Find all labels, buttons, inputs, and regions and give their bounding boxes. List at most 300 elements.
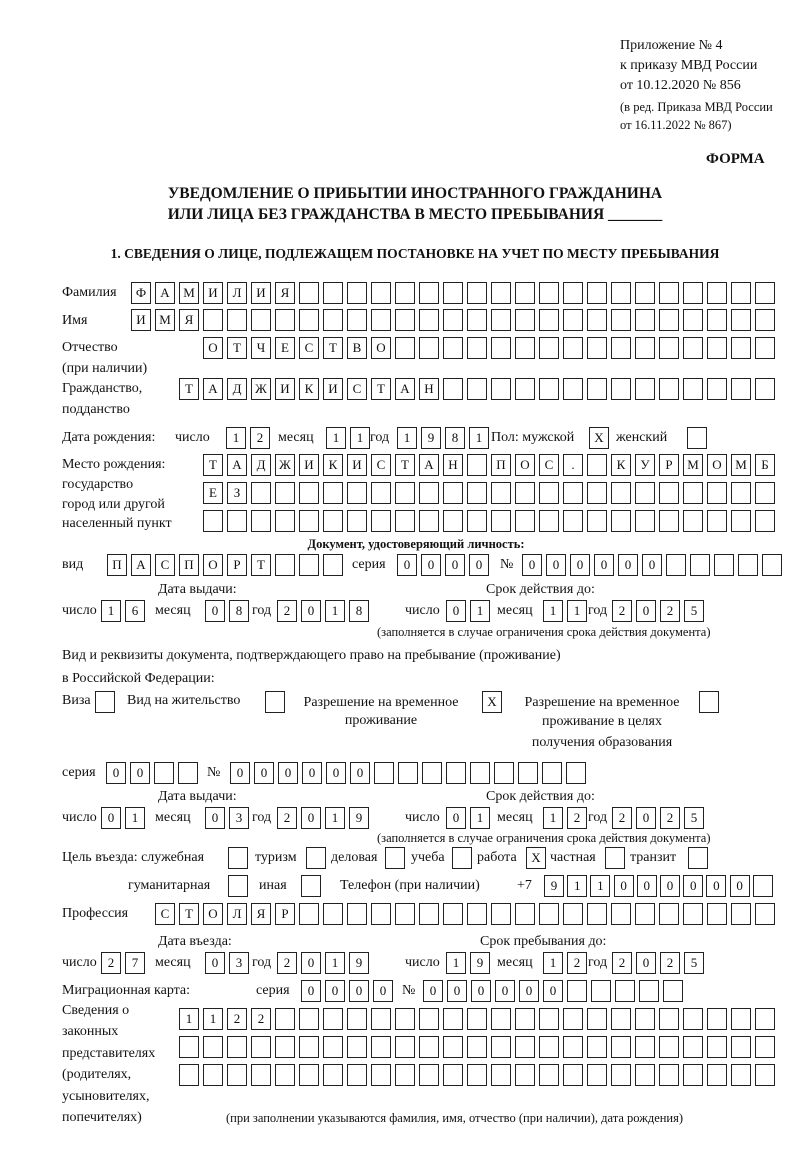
char-cell[interactable] (707, 337, 727, 359)
char-cell[interactable]: Т (395, 454, 415, 476)
char-cell[interactable] (563, 1064, 583, 1086)
char-cell[interactable]: А (227, 454, 247, 476)
char-cell[interactable] (683, 1036, 703, 1058)
char-cell[interactable]: Р (227, 554, 247, 576)
char-cell[interactable]: 1 (590, 875, 610, 897)
char-cell[interactable]: 0 (446, 807, 466, 829)
char-cell[interactable] (371, 482, 391, 504)
char-cell[interactable] (467, 337, 487, 359)
char-cell[interactable] (635, 482, 655, 504)
char-cell[interactable]: 0 (373, 980, 393, 1002)
checkbox[interactable] (228, 875, 248, 897)
char-cell[interactable] (707, 1036, 727, 1058)
char-cell[interactable]: 0 (706, 875, 726, 897)
char-cell[interactable]: 1 (567, 875, 587, 897)
char-cell[interactable]: 2 (277, 952, 297, 974)
char-cell[interactable]: 1 (470, 807, 490, 829)
char-cell[interactable] (611, 1036, 631, 1058)
char-cell[interactable]: 2 (660, 952, 680, 974)
char-cell[interactable]: 1 (203, 1008, 223, 1030)
char-cell[interactable] (419, 1036, 439, 1058)
char-cell[interactable] (203, 1036, 223, 1058)
char-cell[interactable] (563, 337, 583, 359)
char-cell[interactable] (494, 762, 514, 784)
char-cell[interactable] (539, 1036, 559, 1058)
char-cell[interactable]: С (155, 554, 175, 576)
char-cell[interactable] (371, 282, 391, 304)
char-cell[interactable] (611, 1064, 631, 1086)
char-cell[interactable]: М (179, 282, 199, 304)
char-cell[interactable]: М (155, 309, 175, 331)
char-cell[interactable] (299, 309, 319, 331)
checkbox[interactable] (228, 847, 248, 869)
char-cell[interactable]: Т (323, 337, 343, 359)
char-cell[interactable] (323, 510, 343, 532)
char-cell[interactable]: М (683, 454, 703, 476)
char-cell[interactable] (323, 554, 343, 576)
char-cell[interactable] (539, 510, 559, 532)
char-cell[interactable] (467, 482, 487, 504)
char-cell[interactable] (563, 510, 583, 532)
char-cell[interactable] (491, 903, 511, 925)
char-cell[interactable]: П (107, 554, 127, 576)
char-cell[interactable] (635, 1036, 655, 1058)
char-cell[interactable]: 2 (612, 600, 632, 622)
char-cell[interactable]: С (539, 454, 559, 476)
char-cell[interactable] (419, 1064, 439, 1086)
char-cell[interactable] (611, 282, 631, 304)
char-cell[interactable] (659, 378, 679, 400)
char-cell[interactable] (635, 510, 655, 532)
char-cell[interactable]: 5 (684, 952, 704, 974)
char-cell[interactable]: С (155, 903, 175, 925)
checkbox[interactable] (687, 427, 707, 449)
char-cell[interactable]: П (179, 554, 199, 576)
char-cell[interactable]: 0 (302, 762, 322, 784)
char-cell[interactable] (323, 903, 343, 925)
char-cell[interactable]: 0 (350, 762, 370, 784)
char-cell[interactable] (539, 903, 559, 925)
char-cell[interactable]: 0 (519, 980, 539, 1002)
char-cell[interactable] (707, 378, 727, 400)
char-cell[interactable]: 9 (421, 427, 441, 449)
char-cell[interactable] (707, 510, 727, 532)
char-cell[interactable]: О (371, 337, 391, 359)
char-cell[interactable]: 9 (349, 807, 369, 829)
char-cell[interactable] (275, 1008, 295, 1030)
char-cell[interactable] (639, 980, 659, 1002)
char-cell[interactable] (683, 1064, 703, 1086)
char-cell[interactable] (515, 1008, 535, 1030)
char-cell[interactable] (347, 903, 367, 925)
char-cell[interactable]: И (203, 282, 223, 304)
char-cell[interactable] (467, 454, 487, 476)
char-cell[interactable]: 9 (544, 875, 564, 897)
char-cell[interactable] (422, 762, 442, 784)
char-cell[interactable] (371, 1008, 391, 1030)
char-cell[interactable] (635, 1064, 655, 1086)
char-cell[interactable]: Т (251, 554, 271, 576)
char-cell[interactable] (755, 510, 775, 532)
char-cell[interactable] (587, 482, 607, 504)
char-cell[interactable] (347, 309, 367, 331)
char-cell[interactable] (347, 482, 367, 504)
char-cell[interactable] (491, 510, 511, 532)
char-cell[interactable] (714, 554, 734, 576)
char-cell[interactable] (587, 1036, 607, 1058)
char-cell[interactable] (587, 337, 607, 359)
char-cell[interactable]: О (515, 454, 535, 476)
char-cell[interactable]: О (203, 903, 223, 925)
char-cell[interactable] (539, 282, 559, 304)
char-cell[interactable]: Т (203, 454, 223, 476)
char-cell[interactable] (371, 1064, 391, 1086)
char-cell[interactable] (299, 510, 319, 532)
checkbox[interactable]: X (526, 847, 546, 869)
char-cell[interactable] (347, 1064, 367, 1086)
char-cell[interactable]: Т (227, 337, 247, 359)
char-cell[interactable]: 0 (471, 980, 491, 1002)
char-cell[interactable]: 0 (636, 600, 656, 622)
char-cell[interactable]: К (299, 378, 319, 400)
char-cell[interactable]: 0 (642, 554, 662, 576)
char-cell[interactable]: 0 (421, 554, 441, 576)
char-cell[interactable] (398, 762, 418, 784)
char-cell[interactable] (299, 282, 319, 304)
char-cell[interactable]: 0 (205, 952, 225, 974)
char-cell[interactable] (203, 1064, 223, 1086)
char-cell[interactable] (731, 309, 751, 331)
char-cell[interactable] (755, 309, 775, 331)
char-cell[interactable]: О (203, 554, 223, 576)
checkbox[interactable] (452, 847, 472, 869)
char-cell[interactable] (563, 1036, 583, 1058)
char-cell[interactable] (611, 510, 631, 532)
char-cell[interactable]: 1 (543, 600, 563, 622)
char-cell[interactable]: 2 (277, 807, 297, 829)
char-cell[interactable]: 5 (684, 807, 704, 829)
char-cell[interactable] (611, 1008, 631, 1030)
char-cell[interactable]: 0 (130, 762, 150, 784)
char-cell[interactable] (591, 980, 611, 1002)
checkbox[interactable] (385, 847, 405, 869)
char-cell[interactable]: 0 (446, 600, 466, 622)
char-cell[interactable]: 6 (125, 600, 145, 622)
char-cell[interactable]: 2 (567, 807, 587, 829)
char-cell[interactable]: 2 (612, 807, 632, 829)
char-cell[interactable] (707, 1064, 727, 1086)
char-cell[interactable]: 0 (106, 762, 126, 784)
char-cell[interactable] (227, 1064, 247, 1086)
char-cell[interactable] (491, 337, 511, 359)
char-cell[interactable] (755, 903, 775, 925)
char-cell[interactable] (419, 482, 439, 504)
char-cell[interactable] (707, 482, 727, 504)
char-cell[interactable]: 7 (125, 952, 145, 974)
char-cell[interactable] (467, 1064, 487, 1086)
char-cell[interactable]: 0 (469, 554, 489, 576)
char-cell[interactable]: 2 (567, 952, 587, 974)
char-cell[interactable] (467, 378, 487, 400)
char-cell[interactable] (227, 1036, 247, 1058)
char-cell[interactable] (395, 282, 415, 304)
char-cell[interactable]: 2 (101, 952, 121, 974)
char-cell[interactable] (731, 1008, 751, 1030)
char-cell[interactable]: 0 (594, 554, 614, 576)
char-cell[interactable] (611, 903, 631, 925)
char-cell[interactable] (371, 1036, 391, 1058)
char-cell[interactable]: 1 (350, 427, 370, 449)
char-cell[interactable] (203, 510, 223, 532)
char-cell[interactable] (251, 1064, 271, 1086)
char-cell[interactable] (515, 510, 535, 532)
char-cell[interactable]: 2 (660, 807, 680, 829)
char-cell[interactable] (467, 282, 487, 304)
char-cell[interactable] (227, 309, 247, 331)
char-cell[interactable] (755, 482, 775, 504)
char-cell[interactable] (347, 510, 367, 532)
char-cell[interactable]: Я (275, 282, 295, 304)
char-cell[interactable] (539, 337, 559, 359)
char-cell[interactable] (659, 510, 679, 532)
char-cell[interactable] (371, 903, 391, 925)
char-cell[interactable]: 8 (445, 427, 465, 449)
char-cell[interactable] (443, 482, 463, 504)
char-cell[interactable] (491, 1036, 511, 1058)
char-cell[interactable]: 0 (636, 807, 656, 829)
char-cell[interactable] (443, 309, 463, 331)
char-cell[interactable] (419, 510, 439, 532)
char-cell[interactable] (371, 309, 391, 331)
char-cell[interactable] (323, 482, 343, 504)
char-cell[interactable] (154, 762, 174, 784)
char-cell[interactable] (755, 378, 775, 400)
char-cell[interactable]: 0 (570, 554, 590, 576)
char-cell[interactable] (587, 510, 607, 532)
char-cell[interactable] (753, 875, 773, 897)
char-cell[interactable]: И (131, 309, 151, 331)
char-cell[interactable] (731, 903, 751, 925)
char-cell[interactable] (635, 1008, 655, 1030)
char-cell[interactable]: С (347, 378, 367, 400)
char-cell[interactable] (515, 903, 535, 925)
char-cell[interactable]: 2 (277, 600, 297, 622)
char-cell[interactable] (563, 282, 583, 304)
char-cell[interactable]: 0 (614, 875, 634, 897)
char-cell[interactable] (395, 903, 415, 925)
char-cell[interactable] (587, 309, 607, 331)
char-cell[interactable] (755, 1064, 775, 1086)
char-cell[interactable] (755, 337, 775, 359)
char-cell[interactable] (635, 903, 655, 925)
char-cell[interactable] (707, 1008, 727, 1030)
char-cell[interactable] (518, 762, 538, 784)
char-cell[interactable] (611, 309, 631, 331)
char-cell[interactable]: А (203, 378, 223, 400)
char-cell[interactable] (683, 482, 703, 504)
char-cell[interactable]: Д (251, 454, 271, 476)
char-cell[interactable] (587, 378, 607, 400)
char-cell[interactable]: 1 (543, 952, 563, 974)
char-cell[interactable]: 9 (349, 952, 369, 974)
checkbox[interactable] (265, 691, 285, 713)
char-cell[interactable] (587, 903, 607, 925)
char-cell[interactable]: П (491, 454, 511, 476)
char-cell[interactable]: 0 (205, 807, 225, 829)
char-cell[interactable] (395, 337, 415, 359)
char-cell[interactable] (251, 1036, 271, 1058)
char-cell[interactable] (491, 309, 511, 331)
char-cell[interactable]: Т (179, 903, 199, 925)
char-cell[interactable] (731, 510, 751, 532)
char-cell[interactable]: С (299, 337, 319, 359)
char-cell[interactable] (443, 282, 463, 304)
char-cell[interactable] (683, 337, 703, 359)
char-cell[interactable] (683, 282, 703, 304)
char-cell[interactable] (690, 554, 710, 576)
char-cell[interactable] (299, 1036, 319, 1058)
char-cell[interactable] (515, 337, 535, 359)
char-cell[interactable]: 9 (470, 952, 490, 974)
char-cell[interactable]: Р (275, 903, 295, 925)
char-cell[interactable] (515, 482, 535, 504)
char-cell[interactable]: 1 (470, 600, 490, 622)
char-cell[interactable]: 8 (349, 600, 369, 622)
char-cell[interactable]: 2 (251, 1008, 271, 1030)
char-cell[interactable] (659, 282, 679, 304)
char-cell[interactable] (738, 554, 758, 576)
char-cell[interactable] (395, 1064, 415, 1086)
char-cell[interactable] (374, 762, 394, 784)
char-cell[interactable]: А (155, 282, 175, 304)
char-cell[interactable] (515, 309, 535, 331)
char-cell[interactable] (587, 1008, 607, 1030)
char-cell[interactable] (563, 378, 583, 400)
char-cell[interactable] (275, 482, 295, 504)
char-cell[interactable] (755, 1036, 775, 1058)
char-cell[interactable]: 0 (636, 952, 656, 974)
char-cell[interactable] (395, 510, 415, 532)
char-cell[interactable] (299, 554, 319, 576)
char-cell[interactable] (179, 1036, 199, 1058)
char-cell[interactable]: И (347, 454, 367, 476)
char-cell[interactable]: 0 (325, 980, 345, 1002)
char-cell[interactable] (663, 980, 683, 1002)
char-cell[interactable] (611, 482, 631, 504)
char-cell[interactable] (683, 309, 703, 331)
char-cell[interactable]: 0 (301, 980, 321, 1002)
char-cell[interactable] (275, 309, 295, 331)
char-cell[interactable] (515, 1036, 535, 1058)
char-cell[interactable]: К (323, 454, 343, 476)
char-cell[interactable]: 5 (684, 600, 704, 622)
char-cell[interactable] (539, 378, 559, 400)
char-cell[interactable] (275, 1036, 295, 1058)
char-cell[interactable]: 0 (495, 980, 515, 1002)
char-cell[interactable] (707, 282, 727, 304)
char-cell[interactable] (203, 309, 223, 331)
char-cell[interactable] (615, 980, 635, 1002)
char-cell[interactable] (467, 1036, 487, 1058)
char-cell[interactable]: 0 (618, 554, 638, 576)
char-cell[interactable]: 1 (397, 427, 417, 449)
char-cell[interactable] (659, 1008, 679, 1030)
char-cell[interactable] (443, 337, 463, 359)
char-cell[interactable]: 0 (546, 554, 566, 576)
char-cell[interactable] (683, 510, 703, 532)
checkbox[interactable] (605, 847, 625, 869)
char-cell[interactable] (563, 903, 583, 925)
char-cell[interactable] (683, 903, 703, 925)
char-cell[interactable]: 0 (730, 875, 750, 897)
char-cell[interactable] (659, 309, 679, 331)
char-cell[interactable]: 0 (397, 554, 417, 576)
char-cell[interactable]: 0 (445, 554, 465, 576)
char-cell[interactable] (659, 903, 679, 925)
char-cell[interactable]: 1 (179, 1008, 199, 1030)
char-cell[interactable] (611, 378, 631, 400)
char-cell[interactable]: 0 (301, 807, 321, 829)
char-cell[interactable] (563, 482, 583, 504)
char-cell[interactable]: М (731, 454, 751, 476)
char-cell[interactable]: Ж (275, 454, 295, 476)
char-cell[interactable] (707, 309, 727, 331)
char-cell[interactable] (347, 282, 367, 304)
char-cell[interactable]: 0 (101, 807, 121, 829)
char-cell[interactable]: С (371, 454, 391, 476)
char-cell[interactable] (443, 378, 463, 400)
char-cell[interactable]: А (419, 454, 439, 476)
char-cell[interactable] (539, 482, 559, 504)
char-cell[interactable]: 1 (325, 600, 345, 622)
char-cell[interactable] (587, 454, 607, 476)
char-cell[interactable] (731, 1064, 751, 1086)
char-cell[interactable]: 3 (229, 807, 249, 829)
char-cell[interactable] (395, 1008, 415, 1030)
char-cell[interactable]: 1 (543, 807, 563, 829)
char-cell[interactable] (275, 510, 295, 532)
char-cell[interactable]: З (227, 482, 247, 504)
char-cell[interactable]: Ч (251, 337, 271, 359)
char-cell[interactable] (659, 482, 679, 504)
char-cell[interactable] (567, 980, 587, 1002)
char-cell[interactable]: 1 (567, 600, 587, 622)
char-cell[interactable] (563, 309, 583, 331)
char-cell[interactable] (755, 1008, 775, 1030)
char-cell[interactable] (395, 482, 415, 504)
char-cell[interactable] (731, 337, 751, 359)
char-cell[interactable]: 2 (250, 427, 270, 449)
checkbox[interactable] (688, 847, 708, 869)
char-cell[interactable] (666, 554, 686, 576)
char-cell[interactable] (731, 1036, 751, 1058)
char-cell[interactable] (419, 337, 439, 359)
char-cell[interactable] (347, 1036, 367, 1058)
char-cell[interactable] (443, 1008, 463, 1030)
char-cell[interactable] (542, 762, 562, 784)
char-cell[interactable] (299, 482, 319, 504)
char-cell[interactable]: Я (251, 903, 271, 925)
char-cell[interactable]: У (635, 454, 655, 476)
char-cell[interactable]: Ф (131, 282, 151, 304)
char-cell[interactable] (635, 378, 655, 400)
char-cell[interactable] (395, 1036, 415, 1058)
char-cell[interactable]: 0 (447, 980, 467, 1002)
char-cell[interactable] (731, 482, 751, 504)
char-cell[interactable]: А (395, 378, 415, 400)
char-cell[interactable] (539, 1008, 559, 1030)
char-cell[interactable]: 2 (660, 600, 680, 622)
